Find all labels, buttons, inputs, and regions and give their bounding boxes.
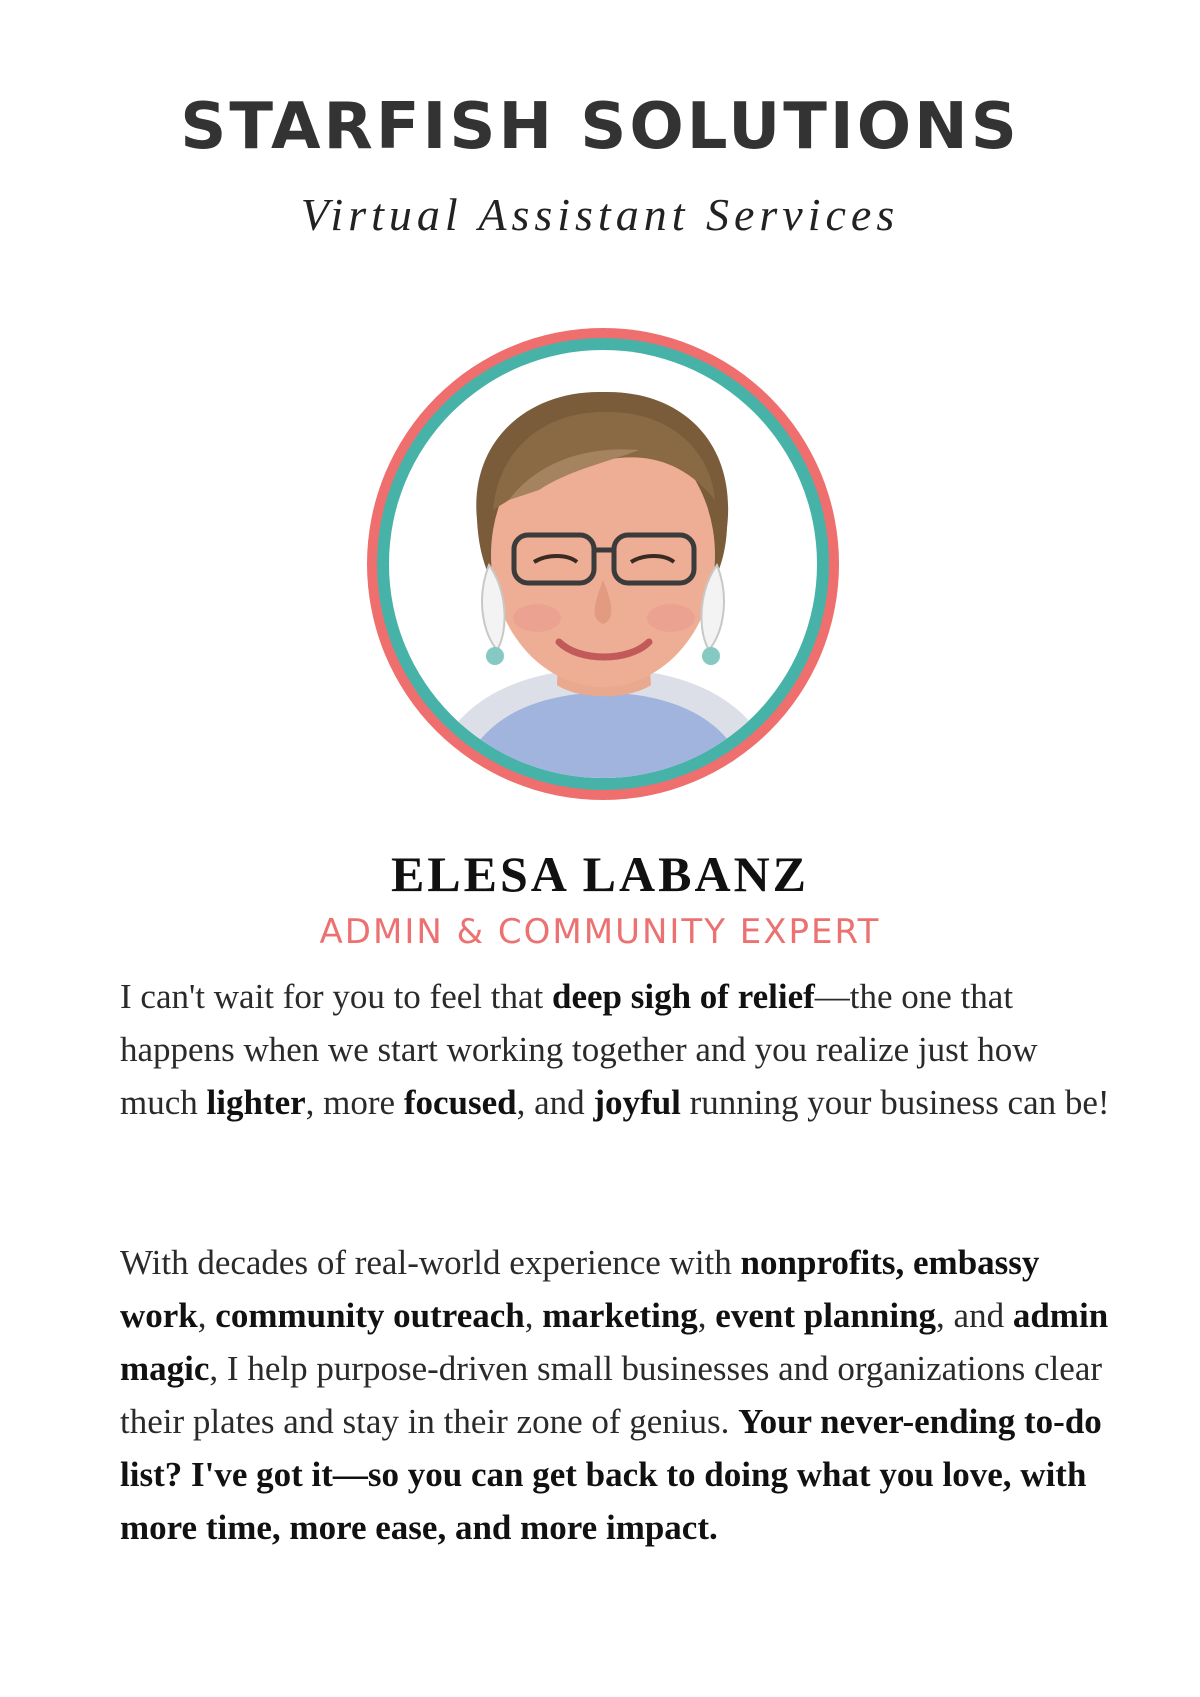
bio-text: running your business can be! [680,1083,1110,1122]
bio-emphasis: marketing [542,1296,698,1335]
brand-title: STARFISH SOLUTIONS [180,90,1020,164]
bio-text: , [697,1296,716,1335]
person-name: ELESA LABANZ [390,846,810,902]
bio-paragraph-2 [120,1236,1110,1554]
bio-text: , and [516,1083,594,1122]
bio-emphasis: focused [403,1083,517,1122]
bio-text: , [524,1296,543,1335]
person-role: ADMIN & COMMUNITY EXPERT [319,912,881,952]
bio-paragraph-1 [120,970,1110,1129]
bio-text: With decades of real-world experience with [120,1243,741,1282]
brand-tagline: Virtual Assistant Services [300,189,900,240]
portrait-frame-inner [377,338,829,790]
bio-text: , more [305,1083,404,1122]
bio-emphasis: joyful [593,1083,681,1122]
bio-emphasis: community outreach [215,1296,525,1335]
bio-text: , and [936,1296,1013,1335]
bio-emphasis: admin magic [120,1296,1109,1388]
bio-emphasis: deep sigh of relief [551,977,815,1016]
bio-text: , [197,1296,216,1335]
portrait-frame [367,328,839,800]
portrait-illustration [389,350,817,778]
bio-text: , I help purpose-driven small businesses and organizations clear their plates and stay in their zone of genius. [120,1349,1103,1441]
bio-emphasis: nonprofits, embassy work [120,1243,1040,1335]
bio-closing-statement: Your never-ending to-do list? I've got it—so you can get back to doing what you love, with more time, more ease, and more impact. [120,1402,1102,1547]
portrait-photo [389,350,817,778]
bio-text: I can't wait for you to feel that [120,977,552,1016]
bio-emphasis: event planning [715,1296,937,1335]
bio-emphasis: lighter [206,1083,306,1122]
bio-text: —the one that happens when we start working together and you realize just how much [120,977,1038,1122]
